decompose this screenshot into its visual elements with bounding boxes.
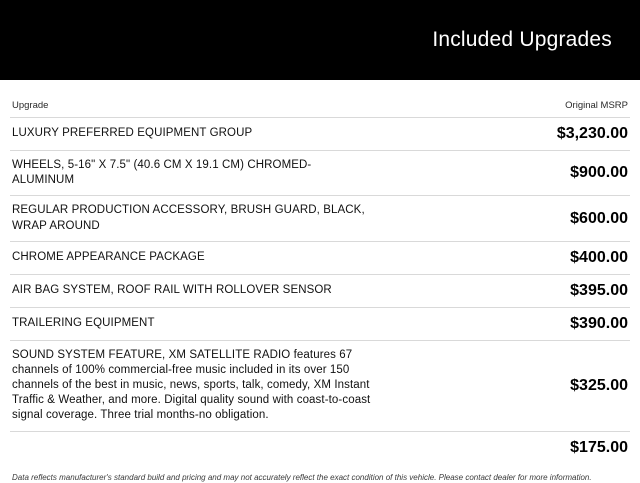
table-row (10, 340, 630, 431)
upgrade-price: $175.00 (374, 431, 630, 464)
table-row (10, 118, 630, 151)
upgrade-description: CHROME APPEARANCE PACKAGE (10, 241, 374, 274)
upgrade-description: REGULAR PRODUCTION ACCESSORY, BRUSH GUARD, BLACK, WRAP AROUND (10, 196, 374, 241)
upgrade-description: AIR BAG SYSTEM, ROOF RAIL WITH ROLLOVER SENSOR (10, 274, 374, 307)
upgrades-table (10, 117, 630, 464)
upgrade-price: $600.00 (374, 196, 630, 241)
page-title: Included Upgrades (432, 28, 612, 51)
upgrade-price: $390.00 (374, 307, 630, 340)
table-row (10, 151, 630, 196)
column-headers (10, 80, 630, 117)
column-header-upgrade: Upgrade (12, 100, 49, 111)
page-header (0, 0, 640, 80)
upgrade-description: LUXURY PREFERRED EQUIPMENT GROUP (10, 118, 374, 151)
table-row (10, 274, 630, 307)
page-content (0, 80, 640, 483)
upgrade-description: SOUND SYSTEM FEATURE, XM SATELLITE RADIO features 67 channels of 100% commercial-free music included in its over 150 channels of the best in music, news, sports, talk, comedy, XM Instant Traffic & Weather, and more. Digital quality sound with coast-to-coast signal coverage. Three trial months-no obligation. (10, 340, 374, 431)
upgrade-price: $395.00 (374, 274, 630, 307)
upgrade-price: $400.00 (374, 241, 630, 274)
disclaimer-text: Data reflects manufacturer's standard build and pricing and may not accurately reflect the exact condition of this vehicle. Please contact dealer for more information. (12, 472, 592, 482)
table-row (10, 196, 630, 241)
upgrade-price: $900.00 (374, 151, 630, 196)
upgrade-price: $325.00 (374, 340, 630, 431)
table-row (10, 431, 630, 464)
upgrade-description: WHEELS, 5-16" X 7.5" (40.6 CM X 19.1 CM) CHROMED-ALUMINUM (10, 151, 374, 196)
upgrade-price: $3,230.00 (374, 118, 630, 151)
upgrade-description: TRAILERING EQUIPMENT (10, 307, 374, 340)
table-row (10, 307, 630, 340)
table-row (10, 241, 630, 274)
upgrade-description (10, 431, 374, 464)
column-header-msrp: Original MSRP (565, 100, 628, 111)
